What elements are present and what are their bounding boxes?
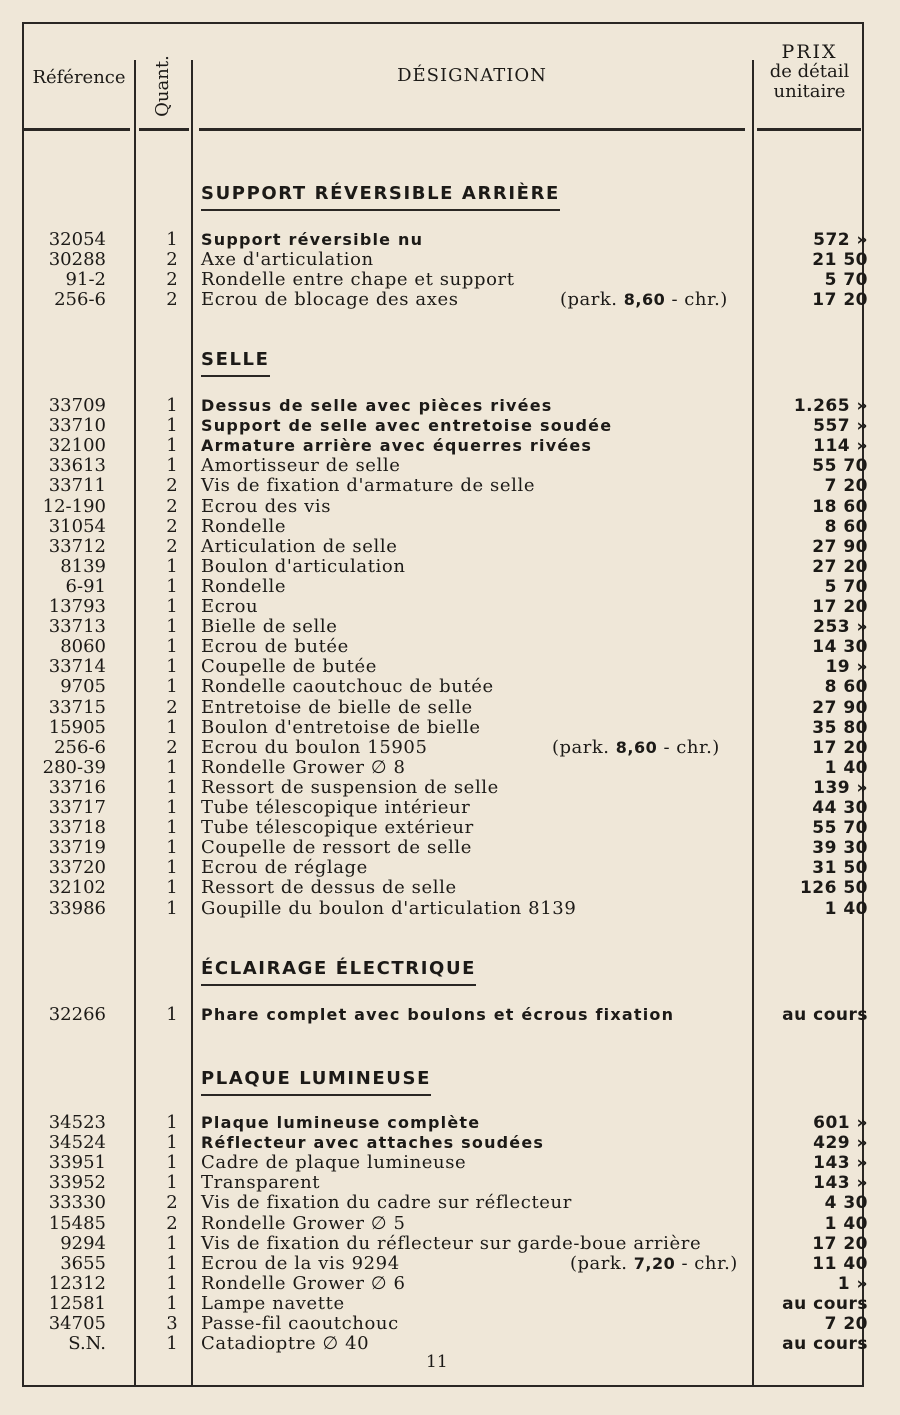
part-designation: Ecrou de la vis 9294	[201, 1252, 400, 1274]
header-rule	[199, 128, 745, 131]
part-quantity: 1	[166, 857, 178, 879]
part-price: 14 30	[812, 637, 868, 658]
table-row	[0, 818, 900, 838]
table-row	[0, 778, 900, 798]
part-price: 17 20	[812, 737, 868, 758]
part-price: 27 20	[812, 556, 868, 577]
part-reference: 33951	[48, 1152, 106, 1174]
section-title: PLAQUE LUMINEUSE	[201, 1068, 431, 1096]
table-row	[0, 250, 900, 270]
part-quantity: 1	[166, 897, 178, 919]
part-designation: Ecrou des vis	[201, 495, 332, 517]
table-row	[0, 537, 900, 557]
part-quantity: 1	[166, 395, 178, 416]
part-quantity: 3	[166, 1313, 178, 1334]
header-rule	[139, 128, 189, 131]
part-price: 17 20	[812, 597, 868, 617]
table-row	[0, 230, 900, 250]
table-row	[0, 456, 900, 476]
part-quantity: 1	[166, 616, 178, 638]
part-designation: Rondelle Grower ∅ 5	[201, 1212, 406, 1234]
part-reference: 256-6	[54, 736, 106, 758]
part-reference: 33719	[48, 837, 106, 859]
part-designation: Boulon d'articulation	[201, 555, 406, 577]
part-designation: Entretoise de bielle de selle	[201, 696, 473, 718]
part-price: 5 70	[824, 576, 868, 597]
part-quantity: 1	[166, 1292, 178, 1314]
part-designation: Lampe navette	[201, 1292, 345, 1314]
part-price: 8 60	[824, 516, 868, 537]
part-quantity: 1	[166, 455, 178, 477]
part-designation: Réflecteur avec attaches soudées	[201, 1133, 545, 1153]
part-quantity: 1	[166, 1232, 178, 1254]
part-reference: 33952	[48, 1172, 106, 1194]
table-row	[0, 1193, 900, 1213]
table-row	[0, 838, 900, 858]
part-designation: Rondelle	[201, 515, 287, 537]
table-row	[0, 396, 900, 416]
table-row	[0, 1153, 900, 1173]
part-quantity: 1	[166, 1333, 178, 1355]
part-designation: Goupille du boulon d'articulation 8139	[201, 897, 577, 919]
part-price: 139 »	[813, 777, 868, 798]
part-quantity: 1	[166, 229, 178, 250]
header-quantity	[136, 40, 190, 130]
part-price: 1 »	[837, 1273, 868, 1294]
table-row	[0, 416, 900, 436]
part-quantity: 2	[166, 475, 178, 497]
part-reference: 34705	[48, 1313, 106, 1334]
part-quantity: 1	[166, 636, 178, 658]
part-quantity: 1	[166, 575, 178, 597]
part-reference: 13793	[48, 596, 106, 617]
note-prefix: (park.	[570, 1252, 628, 1274]
table-row	[0, 1234, 900, 1254]
part-reference: 33710	[48, 415, 106, 437]
part-reference: 32266	[48, 1004, 106, 1025]
table-row	[0, 738, 900, 758]
part-reference: 32102	[48, 877, 106, 899]
part-quantity: 1	[166, 776, 178, 798]
table-row	[0, 1254, 900, 1274]
header-rule	[24, 128, 130, 131]
part-price: 39 30	[812, 838, 868, 859]
header-rule	[757, 128, 861, 131]
part-quantity: 2	[166, 1212, 178, 1234]
part-price: au cours	[782, 1293, 868, 1314]
part-reference: 15905	[48, 716, 106, 738]
part-quantity: 2	[166, 1192, 178, 1214]
part-reference: 33986	[48, 897, 106, 919]
part-designation: Ecrou de blocage des axes	[201, 289, 459, 310]
part-designation: Rondelle	[201, 575, 287, 597]
section-title: SUPPORT RÉVERSIBLE ARRIÈRE	[201, 183, 560, 211]
table-row	[0, 858, 900, 878]
header-reference: Référence	[32, 67, 126, 88]
note-suffix: - chr.)	[671, 289, 728, 310]
part-price: 572 »	[813, 230, 868, 250]
part-price: 253 »	[813, 617, 868, 638]
part-reference: 91-2	[65, 269, 106, 290]
part-reference: 9294	[60, 1232, 106, 1254]
part-reference: 12581	[48, 1292, 106, 1314]
part-reference: 32100	[48, 435, 106, 457]
part-designation: Articulation de selle	[201, 535, 398, 557]
part-quantity: 2	[166, 289, 178, 310]
part-price: 143 »	[813, 1173, 868, 1194]
part-designation: Plaque lumineuse complète	[201, 1113, 481, 1132]
part-designation: Vis de fixation d'armature de selle	[201, 475, 536, 497]
header-price-line1: PRIX	[781, 41, 838, 63]
part-price: 21 50	[812, 250, 868, 270]
part-designation: Rondelle Grower ∅ 6	[201, 1272, 406, 1294]
part-price: 17 20	[812, 290, 868, 310]
table-row	[0, 798, 900, 818]
part-price: au cours	[782, 1334, 868, 1355]
part-quantity: 2	[166, 249, 178, 270]
part-designation: Transparent	[201, 1172, 321, 1194]
part-reference: 33713	[48, 616, 106, 638]
table-row	[0, 758, 900, 778]
part-quantity: 2	[166, 696, 178, 718]
part-reference: 3655	[60, 1252, 106, 1274]
part-reference: 256-6	[54, 289, 106, 310]
part-reference: 33330	[48, 1192, 106, 1214]
note-value: 8,60	[615, 737, 658, 757]
part-designation: Axe d'articulation	[201, 249, 374, 270]
table-row	[0, 617, 900, 637]
part-price: 31 50	[812, 858, 868, 879]
part-designation: Tube télescopique intérieur	[201, 797, 471, 818]
part-reference: 33715	[48, 696, 106, 718]
part-designation: Phare complet avec boulons et écrous fixation	[201, 1005, 675, 1024]
part-reference: 32054	[48, 229, 106, 250]
note-suffix: - chr.)	[663, 736, 720, 758]
table-row	[0, 1214, 900, 1234]
part-reference: 8139	[60, 555, 106, 577]
table-row	[0, 1314, 900, 1334]
part-quantity: 1	[166, 676, 178, 698]
part-quantity: 1	[166, 797, 178, 818]
part-reference: 9705	[60, 676, 106, 698]
finish-price-note	[552, 738, 720, 758]
part-designation: Ressort de dessus de selle	[201, 877, 457, 899]
part-designation: Vis de fixation du réflecteur sur garde-boue arrière	[201, 1232, 702, 1254]
part-quantity: 1	[166, 716, 178, 738]
part-quantity: 1	[166, 877, 178, 899]
part-quantity: 1	[166, 596, 178, 617]
part-price: 126 50	[799, 878, 868, 899]
part-quantity: 1	[166, 756, 178, 778]
table-row	[0, 718, 900, 738]
table-row	[0, 677, 900, 697]
header-price-line3: unitaire	[773, 81, 846, 102]
part-price: 114 »	[813, 436, 868, 457]
part-designation: Cadre de plaque lumineuse	[201, 1152, 467, 1174]
part-designation: Rondelle entre chape et support	[201, 269, 515, 290]
header-designation: DÉSIGNATION	[397, 65, 547, 86]
part-designation: Coupelle de ressort de selle	[201, 837, 473, 859]
part-reference: 6-91	[65, 575, 106, 597]
table-row	[0, 557, 900, 577]
part-reference: 33718	[48, 817, 106, 839]
part-price: 35 80	[812, 717, 868, 738]
part-price: 4 30	[824, 1193, 868, 1214]
part-price: 27 90	[812, 536, 868, 557]
part-price: 17 20	[812, 1233, 868, 1254]
table-row	[0, 1294, 900, 1314]
part-price: 7 20	[824, 476, 868, 497]
part-price: 11 40	[812, 1253, 868, 1274]
part-quantity: 1	[166, 656, 178, 678]
part-quantity: 1	[166, 1004, 178, 1025]
part-price: 1 40	[824, 1213, 868, 1234]
note-value: 7,20	[633, 1253, 676, 1273]
part-price: 143 »	[813, 1153, 868, 1174]
part-reference: 33720	[48, 857, 106, 879]
table-row	[0, 1113, 900, 1133]
part-reference: 33714	[48, 656, 106, 678]
part-reference: 8060	[60, 636, 106, 658]
part-reference: 34524	[48, 1132, 106, 1154]
header-quantity-label: Quant.	[152, 55, 173, 117]
table-row	[0, 637, 900, 657]
part-designation: Support de selle avec entretoise soudée	[201, 416, 613, 436]
note-suffix: - chr.)	[681, 1252, 738, 1274]
part-reference: 12-190	[42, 495, 106, 517]
part-reference: 15485	[48, 1212, 106, 1234]
part-quantity: 1	[166, 837, 178, 859]
part-designation: Amortisseur de selle	[201, 455, 401, 477]
part-designation: Rondelle Grower ∅ 8	[201, 756, 406, 778]
part-designation: Boulon d'entretoise de bielle	[201, 716, 481, 738]
part-price: 557 »	[813, 416, 868, 437]
part-designation: Ecrou	[201, 596, 259, 617]
note-prefix: (park.	[560, 289, 618, 310]
table-row	[0, 517, 900, 537]
part-designation: Ecrou du boulon 15905	[201, 736, 428, 758]
part-quantity: 1	[166, 415, 178, 437]
part-price: 55 70	[812, 456, 868, 477]
part-price: au cours	[782, 1005, 868, 1025]
part-price: 18 60	[812, 496, 868, 517]
finish-price-note	[570, 1254, 738, 1274]
part-price: 27 90	[812, 697, 868, 718]
part-reference: S.N.	[68, 1333, 106, 1355]
part-reference: 33613	[48, 455, 106, 477]
part-quantity: 1	[166, 435, 178, 457]
part-price: 429 »	[813, 1133, 868, 1154]
header-price	[755, 42, 864, 102]
table-row	[0, 436, 900, 456]
part-price: 44 30	[812, 798, 868, 818]
part-price: 1 40	[824, 898, 868, 919]
part-price: 1.265 »	[793, 396, 868, 416]
table-row	[0, 698, 900, 718]
part-quantity: 1	[166, 1252, 178, 1274]
table-row	[0, 290, 900, 310]
part-reference: 30288	[48, 249, 106, 270]
finish-price-note	[560, 290, 728, 310]
part-price: 1 40	[824, 757, 868, 778]
table-row	[0, 1005, 900, 1025]
table-row	[0, 1133, 900, 1153]
part-designation: Rondelle caoutchouc de butée	[201, 676, 494, 698]
part-designation: Ecrou de réglage	[201, 857, 368, 879]
part-reference: 33711	[48, 475, 106, 497]
table-row	[0, 497, 900, 517]
part-reference: 31054	[48, 515, 106, 537]
part-price: 19 »	[825, 657, 868, 678]
table-row	[0, 476, 900, 496]
part-quantity: 1	[166, 555, 178, 577]
part-designation: Vis de fixation du cadre sur réflecteur	[201, 1192, 572, 1214]
part-reference: 280-39	[42, 756, 106, 778]
part-quantity: 2	[166, 495, 178, 517]
part-designation: Ecrou de butée	[201, 636, 349, 658]
part-designation: Tube télescopique extérieur	[201, 817, 474, 839]
part-designation: Bielle de selle	[201, 616, 338, 638]
table-row	[0, 878, 900, 898]
note-value: 8,60	[623, 290, 666, 309]
table-row	[0, 270, 900, 290]
section-title: SELLE	[201, 349, 270, 377]
part-quantity: 2	[166, 736, 178, 758]
part-quantity: 1	[166, 1152, 178, 1174]
table-row	[0, 657, 900, 677]
part-price: 601 »	[813, 1113, 868, 1133]
page-number: 11	[420, 1352, 454, 1372]
table-row	[0, 577, 900, 597]
part-designation: Ressort de suspension de selle	[201, 776, 499, 798]
part-price: 5 70	[824, 270, 868, 290]
part-designation: Armature arrière avec équerres rivées	[201, 436, 593, 456]
part-designation: Passe-fil caoutchouc	[201, 1313, 399, 1334]
part-reference: 33712	[48, 535, 106, 557]
part-reference: 33716	[48, 776, 106, 798]
part-quantity: 1	[166, 1272, 178, 1294]
table-row	[0, 1274, 900, 1294]
part-designation: Support réversible nu	[201, 230, 424, 249]
part-quantity: 1	[166, 1172, 178, 1194]
part-designation: Catadioptre ∅ 40	[201, 1333, 370, 1355]
part-reference: 12312	[48, 1272, 106, 1294]
part-designation: Coupelle de butée	[201, 656, 378, 678]
table-row	[0, 597, 900, 617]
part-reference: 33717	[48, 797, 106, 818]
part-reference: 33709	[48, 395, 106, 416]
part-quantity: 1	[166, 1112, 178, 1133]
part-price: 55 70	[812, 818, 868, 839]
part-price: 7 20	[824, 1314, 868, 1334]
part-quantity: 2	[166, 515, 178, 537]
part-price: 8 60	[824, 677, 868, 698]
part-quantity: 2	[166, 269, 178, 290]
part-quantity: 1	[166, 817, 178, 839]
note-prefix: (park.	[552, 736, 610, 758]
header-price-line2: de détail	[769, 61, 850, 82]
part-quantity: 2	[166, 535, 178, 557]
section-title: ÉCLAIRAGE ÉLECTRIQUE	[201, 958, 476, 986]
part-reference: 34523	[48, 1112, 106, 1133]
part-designation: Dessus de selle avec pièces rivées	[201, 396, 553, 415]
part-quantity: 1	[166, 1132, 178, 1154]
table-row	[0, 899, 900, 919]
table-row	[0, 1173, 900, 1193]
